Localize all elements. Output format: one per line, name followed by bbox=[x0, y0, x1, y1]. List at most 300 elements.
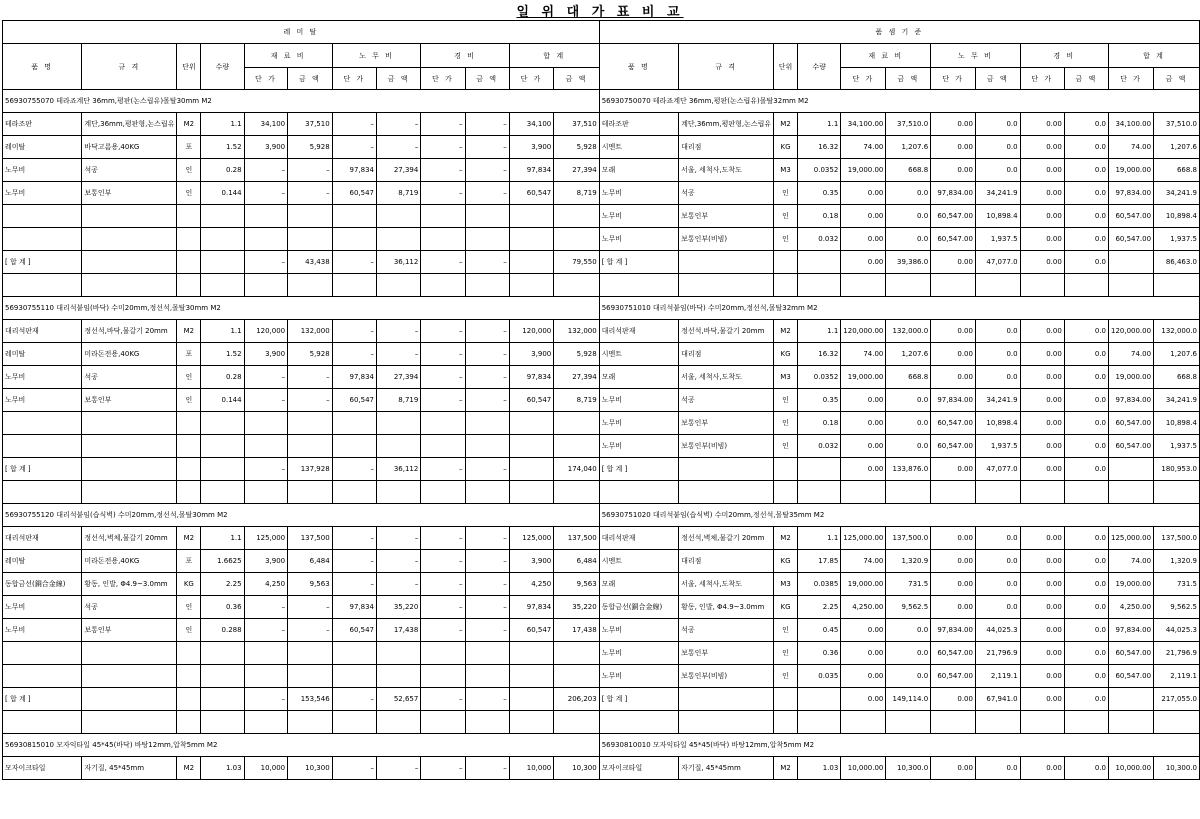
left-cell: 1.52 bbox=[201, 136, 244, 159]
left-cell: 10,000 bbox=[244, 757, 288, 780]
left-cell: 9,563 bbox=[554, 573, 599, 596]
left-cell: – bbox=[244, 182, 288, 205]
col-amount: 금 액 bbox=[465, 68, 509, 90]
left-cell: 8,719 bbox=[554, 389, 599, 412]
left-cell: 보통인부 bbox=[82, 619, 177, 642]
right-cell: 97,834.00 bbox=[1108, 182, 1153, 205]
right-cell: 0.00 bbox=[1020, 412, 1064, 435]
left-cell: 3,900 bbox=[244, 550, 288, 573]
comparison-table bbox=[2, 20, 1200, 780]
table-row bbox=[3, 343, 1200, 366]
left-cell: 정선석,벽체,물갈기 20mm bbox=[82, 527, 177, 550]
right-cell: 0.0 bbox=[1064, 205, 1108, 228]
left-cell: 37,510 bbox=[554, 113, 599, 136]
right-cell: 10,898.4 bbox=[1154, 205, 1200, 228]
right-cell: 10,000.00 bbox=[841, 757, 886, 780]
right-item-header: 56930751020 대리석붙임(습식벽) 수미20mm,정선석,몰탈35mm M2 bbox=[599, 504, 1199, 527]
left-cell bbox=[244, 665, 288, 688]
right-cell: 인 bbox=[774, 228, 798, 251]
left-cell: 1.1 bbox=[201, 527, 244, 550]
left-cell bbox=[332, 435, 376, 458]
right-cell bbox=[886, 274, 931, 297]
left-cell: – bbox=[465, 113, 509, 136]
right-cell: 1,937.5 bbox=[1154, 435, 1200, 458]
col-total: 합 계 bbox=[509, 44, 599, 68]
left-cell: 노무비 bbox=[3, 159, 82, 182]
right-cell: 133,876.0 bbox=[886, 458, 931, 481]
left-cell bbox=[421, 711, 465, 734]
left-cell bbox=[554, 665, 599, 688]
left-cell bbox=[177, 205, 201, 228]
right-cell: 44,025.3 bbox=[975, 619, 1020, 642]
right-cell: M3 bbox=[774, 159, 798, 182]
left-cell: – bbox=[465, 573, 509, 596]
right-cell bbox=[1108, 251, 1153, 274]
right-cell: 0.0 bbox=[886, 182, 931, 205]
left-cell: 60,547 bbox=[509, 182, 554, 205]
left-cell: – bbox=[465, 159, 509, 182]
col-qty: 수량 bbox=[797, 44, 840, 90]
left-cell: 10,000 bbox=[509, 757, 554, 780]
right-cell bbox=[797, 274, 840, 297]
right-cell: 모래 bbox=[599, 159, 678, 182]
left-cell: – bbox=[332, 343, 376, 366]
left-cell: M2 bbox=[177, 757, 201, 780]
left-cell bbox=[177, 665, 201, 688]
right-cell bbox=[797, 711, 840, 734]
left-cell: 36,112 bbox=[376, 251, 420, 274]
left-cell: 37,510 bbox=[288, 113, 333, 136]
right-cell: 0.0 bbox=[1064, 389, 1108, 412]
left-cell: 206,203 bbox=[554, 688, 599, 711]
left-cell: 125,000 bbox=[244, 527, 288, 550]
left-cell bbox=[376, 711, 420, 734]
right-cell: 0.0 bbox=[1064, 757, 1108, 780]
right-cell: 1,937.5 bbox=[1154, 228, 1200, 251]
right-cell: 보통인부 bbox=[679, 642, 774, 665]
right-cell: 180,953.0 bbox=[1154, 458, 1200, 481]
left-cell bbox=[177, 688, 201, 711]
right-cell: M2 bbox=[774, 757, 798, 780]
left-cell bbox=[332, 642, 376, 665]
right-cell: 0.00 bbox=[931, 136, 976, 159]
right-cell: 1,207.6 bbox=[886, 136, 931, 159]
right-cell: 0.0 bbox=[1064, 665, 1108, 688]
left-cell: – bbox=[465, 366, 509, 389]
right-cell bbox=[774, 251, 798, 274]
col-unit-price: 단 가 bbox=[1020, 68, 1064, 90]
right-cell bbox=[599, 711, 678, 734]
left-cell bbox=[332, 711, 376, 734]
right-cell: 21,796.9 bbox=[1154, 642, 1200, 665]
left-cell bbox=[554, 412, 599, 435]
right-cell bbox=[841, 274, 886, 297]
right-cell: 0.00 bbox=[1020, 435, 1064, 458]
left-cell: 60,547 bbox=[509, 389, 554, 412]
left-cell bbox=[421, 274, 465, 297]
right-cell: 0.00 bbox=[931, 550, 976, 573]
right-cell: 인 bbox=[774, 412, 798, 435]
right-cell: 0.0 bbox=[1064, 619, 1108, 642]
right-cell: 인 bbox=[774, 642, 798, 665]
right-cell: 0.00 bbox=[841, 688, 886, 711]
right-cell: 0.00 bbox=[841, 205, 886, 228]
right-cell: 120,000.00 bbox=[1108, 320, 1153, 343]
right-cell: 731.5 bbox=[1154, 573, 1200, 596]
right-cell: 0.0 bbox=[886, 435, 931, 458]
left-cell bbox=[177, 435, 201, 458]
right-cell: 137,500.0 bbox=[1154, 527, 1200, 550]
right-cell: 34,241.9 bbox=[1154, 182, 1200, 205]
left-cell bbox=[288, 665, 333, 688]
left-cell bbox=[465, 412, 509, 435]
right-cell: 모래 bbox=[599, 573, 678, 596]
left-cell: – bbox=[332, 573, 376, 596]
right-cell: 0.00 bbox=[931, 251, 976, 274]
left-cell bbox=[201, 205, 244, 228]
right-cell: 47,077.0 bbox=[975, 458, 1020, 481]
right-cell: 0.0 bbox=[1064, 412, 1108, 435]
right-cell: 0.00 bbox=[1020, 458, 1064, 481]
right-cell: 2,119.1 bbox=[1154, 665, 1200, 688]
right-cell: 서울, 세척사,도착도 bbox=[679, 366, 774, 389]
right-cell bbox=[1154, 711, 1200, 734]
left-cell bbox=[421, 412, 465, 435]
left-cell bbox=[554, 711, 599, 734]
right-item-header: 56930750070 테라죠계단 36mm,평판(논스립유)몰탈32mm M2 bbox=[599, 90, 1199, 113]
right-cell bbox=[679, 274, 774, 297]
right-cell: 0.36 bbox=[797, 642, 840, 665]
right-cell bbox=[679, 688, 774, 711]
right-cell: 60,547.00 bbox=[931, 642, 976, 665]
left-cell: – bbox=[288, 389, 333, 412]
left-cell: 8,719 bbox=[376, 182, 420, 205]
right-cell: 0.0 bbox=[975, 527, 1020, 550]
right-cell: 0.0 bbox=[886, 642, 931, 665]
right-cell: 0.0 bbox=[1064, 596, 1108, 619]
right-cell: 모자이크타일 bbox=[599, 757, 678, 780]
left-cell: 인 bbox=[177, 366, 201, 389]
left-cell: 97,834 bbox=[332, 596, 376, 619]
right-cell: 125,000.00 bbox=[841, 527, 886, 550]
right-cell: 인 bbox=[774, 665, 798, 688]
left-cell: 52,657 bbox=[376, 688, 420, 711]
right-cell: 0.032 bbox=[797, 435, 840, 458]
left-cell bbox=[509, 458, 554, 481]
left-cell: 43,438 bbox=[288, 251, 333, 274]
col-amount: 금 액 bbox=[1154, 68, 1200, 90]
left-cell: – bbox=[465, 251, 509, 274]
right-cell: 시멘트 bbox=[599, 343, 678, 366]
left-cell bbox=[288, 435, 333, 458]
left-cell bbox=[244, 228, 288, 251]
right-cell: 0.0385 bbox=[797, 573, 840, 596]
right-cell: 17.85 bbox=[797, 550, 840, 573]
left-cell: 97,834 bbox=[332, 366, 376, 389]
left-cell bbox=[201, 711, 244, 734]
left-cell: 174,040 bbox=[554, 458, 599, 481]
left-cell: – bbox=[332, 251, 376, 274]
right-cell: 0.00 bbox=[841, 251, 886, 274]
right-cell: 0.0 bbox=[1064, 251, 1108, 274]
right-cell: 60,547.00 bbox=[931, 205, 976, 228]
left-cell bbox=[82, 228, 177, 251]
left-cell: – bbox=[465, 389, 509, 412]
col-total: 합 계 bbox=[1108, 44, 1199, 68]
right-cell: 97,834.00 bbox=[1108, 389, 1153, 412]
col-expense: 경 비 bbox=[421, 44, 509, 68]
left-cell: 계단,36mm,평판형,논스립유 bbox=[82, 113, 177, 136]
right-cell: 0.00 bbox=[1020, 596, 1064, 619]
right-cell: 2,119.1 bbox=[975, 665, 1020, 688]
left-cell: – bbox=[465, 596, 509, 619]
left-cell: – bbox=[244, 159, 288, 182]
right-cell: 1,937.5 bbox=[975, 228, 1020, 251]
right-cell: 0.0 bbox=[1064, 435, 1108, 458]
right-cell: 0.0 bbox=[886, 665, 931, 688]
table-row bbox=[3, 320, 1200, 343]
right-cell: 37,510.0 bbox=[1154, 113, 1200, 136]
right-cell bbox=[774, 274, 798, 297]
right-cell: 0.0 bbox=[1064, 136, 1108, 159]
left-cell bbox=[554, 205, 599, 228]
right-cell: 0.0 bbox=[1064, 573, 1108, 596]
left-cell: 1.1 bbox=[201, 113, 244, 136]
right-cell: 60,547.00 bbox=[931, 412, 976, 435]
left-cell bbox=[82, 642, 177, 665]
right-cell: 0.00 bbox=[931, 757, 976, 780]
right-cell bbox=[1020, 274, 1064, 297]
right-cell bbox=[774, 711, 798, 734]
left-cell: [ 합 계 ] bbox=[3, 458, 82, 481]
left-cell: 3,900 bbox=[509, 343, 554, 366]
caption-row bbox=[3, 21, 1200, 44]
right-cell: 0.00 bbox=[1020, 205, 1064, 228]
left-cell: 132,000 bbox=[288, 320, 333, 343]
right-cell bbox=[886, 711, 931, 734]
right-cell: 44,025.3 bbox=[1154, 619, 1200, 642]
right-cell: 0.35 bbox=[797, 389, 840, 412]
left-cell: 137,928 bbox=[288, 458, 333, 481]
left-cell: – bbox=[332, 320, 376, 343]
left-cell bbox=[177, 228, 201, 251]
right-cell: 대리점 bbox=[679, 136, 774, 159]
right-cell: 9,562.5 bbox=[886, 596, 931, 619]
right-cell: 0.0 bbox=[886, 228, 931, 251]
col-spec: 규 격 bbox=[679, 44, 774, 90]
right-cell: 132,000.0 bbox=[886, 320, 931, 343]
left-cell: – bbox=[421, 596, 465, 619]
right-cell: 74.00 bbox=[841, 343, 886, 366]
right-cell: 37,510.0 bbox=[886, 113, 931, 136]
right-cell: 정선석,바닥,물갈기 20mm bbox=[679, 320, 774, 343]
right-cell: 74.00 bbox=[1108, 136, 1153, 159]
left-cell bbox=[3, 412, 82, 435]
left-cell: 97,834 bbox=[509, 596, 554, 619]
right-cell: 60,547.00 bbox=[1108, 665, 1153, 688]
left-cell: 120,000 bbox=[509, 320, 554, 343]
right-cell: KG bbox=[774, 343, 798, 366]
right-cell bbox=[1108, 458, 1153, 481]
right-cell: 동합금선(銅合金線) bbox=[599, 596, 678, 619]
left-item-header: 56930755120 대리석붙임(습식벽) 수미20mm,정선석,몰탈30mm M2 bbox=[3, 504, 600, 527]
col-expense: 경 비 bbox=[1020, 44, 1108, 68]
right-cell: 대리점 bbox=[679, 343, 774, 366]
right-cell: 1,320.9 bbox=[886, 550, 931, 573]
left-cell bbox=[177, 458, 201, 481]
right-cell: 74.00 bbox=[1108, 343, 1153, 366]
table-row bbox=[3, 688, 1200, 711]
right-cell bbox=[797, 688, 840, 711]
left-item-header: 56930755070 테라죠계단 36mm,평판(논스립유)몰탈30mm M2 bbox=[3, 90, 600, 113]
right-cell: 1.1 bbox=[797, 527, 840, 550]
left-cell: 2.25 bbox=[201, 573, 244, 596]
left-cell bbox=[421, 228, 465, 251]
right-cell bbox=[1020, 481, 1064, 504]
right-cell: 0.00 bbox=[1020, 251, 1064, 274]
left-cell: – bbox=[332, 550, 376, 573]
right-cell: 0.0352 bbox=[797, 366, 840, 389]
right-cell: 0.00 bbox=[1020, 136, 1064, 159]
right-cell: 34,241.9 bbox=[1154, 389, 1200, 412]
left-cell bbox=[201, 458, 244, 481]
right-cell: 668.8 bbox=[886, 159, 931, 182]
left-cell bbox=[244, 481, 288, 504]
left-cell: – bbox=[421, 527, 465, 550]
col-material: 재 료 비 bbox=[841, 44, 931, 68]
left-cell bbox=[509, 688, 554, 711]
left-cell: [ 합 계 ] bbox=[3, 251, 82, 274]
right-cell: 0.0 bbox=[886, 205, 931, 228]
right-cell: 0.00 bbox=[1020, 550, 1064, 573]
left-cell bbox=[376, 642, 420, 665]
left-cell: – bbox=[332, 688, 376, 711]
left-cell bbox=[509, 481, 554, 504]
left-cell: 27,394 bbox=[376, 159, 420, 182]
left-cell: – bbox=[244, 251, 288, 274]
left-cell: 석공 bbox=[82, 596, 177, 619]
right-cell bbox=[1064, 274, 1108, 297]
left-cell: – bbox=[376, 320, 420, 343]
left-cell bbox=[3, 711, 82, 734]
right-cell: 시멘트 bbox=[599, 550, 678, 573]
left-cell: – bbox=[288, 159, 333, 182]
right-cell: 0.00 bbox=[931, 113, 976, 136]
left-cell: 석공 bbox=[82, 159, 177, 182]
left-cell bbox=[421, 481, 465, 504]
left-cell: 3,900 bbox=[244, 136, 288, 159]
col-unit-price: 단 가 bbox=[332, 68, 376, 90]
right-cell: KG bbox=[774, 596, 798, 619]
col-qty: 수량 bbox=[201, 44, 244, 90]
left-cell bbox=[177, 711, 201, 734]
right-cell: 0.45 bbox=[797, 619, 840, 642]
left-cell bbox=[3, 481, 82, 504]
left-cell: 17,438 bbox=[376, 619, 420, 642]
left-item-header: 56930815010 모자익타일 45*45(바닥) 바탕12mm,압착5mm M2 bbox=[3, 734, 600, 757]
right-cell: 0.00 bbox=[1020, 757, 1064, 780]
right-cell: 16.32 bbox=[797, 343, 840, 366]
left-cell bbox=[509, 665, 554, 688]
right-cell: 석공 bbox=[679, 182, 774, 205]
right-cell: 0.0 bbox=[1064, 182, 1108, 205]
left-cell bbox=[288, 711, 333, 734]
left-cell: 5,928 bbox=[554, 136, 599, 159]
left-cell bbox=[376, 412, 420, 435]
left-cell: 정선석,바닥,물갈기 20mm bbox=[82, 320, 177, 343]
left-cell bbox=[376, 665, 420, 688]
left-cell: – bbox=[465, 182, 509, 205]
left-cell bbox=[244, 711, 288, 734]
right-cell: 인 bbox=[774, 619, 798, 642]
right-cell: 10,000.00 bbox=[1108, 757, 1153, 780]
right-cell bbox=[931, 274, 976, 297]
right-cell: 60,547.00 bbox=[1108, 435, 1153, 458]
left-cell bbox=[3, 435, 82, 458]
right-cell: 0.0 bbox=[1064, 366, 1108, 389]
left-cell: – bbox=[244, 366, 288, 389]
right-cell: 74.00 bbox=[841, 136, 886, 159]
right-cell bbox=[931, 481, 976, 504]
right-cell: 0.00 bbox=[931, 159, 976, 182]
left-cell: 9,563 bbox=[288, 573, 333, 596]
left-cell bbox=[3, 642, 82, 665]
right-cell: 석공 bbox=[679, 389, 774, 412]
right-cell: 0.00 bbox=[841, 642, 886, 665]
left-cell bbox=[376, 274, 420, 297]
left-cell: 60,547 bbox=[332, 619, 376, 642]
col-unit-price: 단 가 bbox=[1108, 68, 1153, 90]
left-cell: 1.03 bbox=[201, 757, 244, 780]
left-cell bbox=[82, 412, 177, 435]
left-cell: 0.288 bbox=[201, 619, 244, 642]
left-cell: M2 bbox=[177, 527, 201, 550]
right-cell: 노무비 bbox=[599, 205, 678, 228]
left-cell: 인 bbox=[177, 596, 201, 619]
right-cell: 0.00 bbox=[841, 435, 886, 458]
left-cell: 대리석판재 bbox=[3, 527, 82, 550]
left-cell: 5,928 bbox=[288, 343, 333, 366]
right-cell: 노무비 bbox=[599, 435, 678, 458]
left-cell: 153,546 bbox=[288, 688, 333, 711]
left-cell: 포 bbox=[177, 136, 201, 159]
right-cell: 0.00 bbox=[841, 389, 886, 412]
right-cell: 19,000.00 bbox=[841, 159, 886, 182]
right-cell: 34,241.9 bbox=[975, 389, 1020, 412]
right-cell: 86,463.0 bbox=[1154, 251, 1200, 274]
right-cell: 0.00 bbox=[1020, 320, 1064, 343]
right-cell: 60,547.00 bbox=[1108, 205, 1153, 228]
left-cell: 대리석판재 bbox=[3, 320, 82, 343]
left-cell: 97,834 bbox=[509, 159, 554, 182]
left-cell bbox=[244, 642, 288, 665]
left-cell bbox=[3, 665, 82, 688]
left-cell bbox=[509, 435, 554, 458]
right-cell: 0.0 bbox=[975, 159, 1020, 182]
right-cell: M3 bbox=[774, 366, 798, 389]
left-cell: 포 bbox=[177, 343, 201, 366]
right-cell: 0.0 bbox=[975, 113, 1020, 136]
left-item-header: 56930755110 대리석붙임(바닥) 수미20mm,정선석,몰탈30mm M2 bbox=[3, 297, 600, 320]
right-cell: 모래 bbox=[599, 366, 678, 389]
table-row bbox=[3, 711, 1200, 734]
right-cell: 보통인부(비빔) bbox=[679, 228, 774, 251]
left-cell bbox=[82, 458, 177, 481]
left-cell: – bbox=[332, 113, 376, 136]
right-cell: M2 bbox=[774, 320, 798, 343]
right-cell: 계단,36mm,평판형,논스립유 bbox=[679, 113, 774, 136]
left-cell bbox=[244, 205, 288, 228]
